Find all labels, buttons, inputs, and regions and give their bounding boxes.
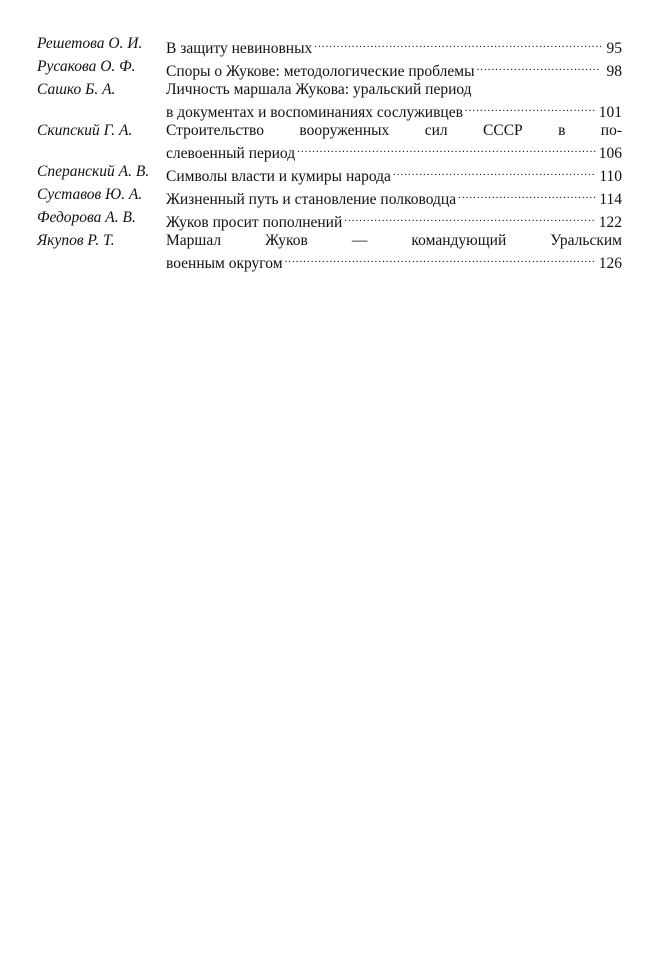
toc-author: Решетова О. И. [37,35,143,52]
toc-title-text: слевоенный период [166,145,296,162]
toc-page-number: 98 [606,63,622,80]
toc-title-text: В защиту невиновных [166,40,313,57]
toc-entry [37,186,622,209]
table-of-contents [37,35,622,273]
toc-author: Сперанский А. В. [37,163,150,180]
toc-title-text: в документах и воспоминаниях сослуживцев [166,104,463,121]
toc-title [166,122,622,163]
toc-author: Якупов Р. Т. [37,232,115,249]
toc-title-text: военным округом [166,255,283,272]
toc-title [166,186,622,209]
toc-title [166,209,622,232]
dot-leader [314,35,601,53]
toc-entry [37,209,622,232]
toc-title-text: Жуков просит пополнений [166,214,343,231]
toc-title-text: Жизненный путь и становление полководца [166,191,457,208]
dot-leader [393,163,596,181]
toc-title-last-line [166,140,622,163]
dot-leader [285,250,596,268]
toc-title-line: Маршал Жуков — командующий Уральским [166,232,622,249]
toc-title-text: Споры о Жукове: методологические проблемы [166,63,475,80]
dot-leader [458,186,596,204]
toc-title [166,163,622,186]
toc-title-text: Символы власти и кумиры народа [166,168,391,185]
dot-leader [465,99,596,117]
toc-title-last-line [166,186,622,209]
dot-leader [477,58,602,76]
toc-title-last-line [166,209,622,232]
toc-title [166,232,622,273]
toc-page-number: 126 [598,255,622,272]
toc-page-number: 106 [598,145,622,162]
toc-title-last-line [166,99,622,122]
toc-author: Русакова О. Ф. [37,58,136,75]
toc-page-number: 122 [598,214,622,231]
toc-page-number: 95 [606,40,622,57]
toc-title-last-line [166,35,622,58]
toc-author: Федорова А. В. [37,209,136,226]
toc-title-last-line [166,250,622,273]
toc-title [166,58,622,81]
toc-entry [37,81,622,122]
toc-page-number: 101 [598,104,622,121]
toc-title [166,35,622,58]
toc-entry [37,35,622,58]
toc-author: Скипский Г. А. [37,122,133,139]
toc-author: Сашко Б. А. [37,81,116,98]
dot-leader [344,209,595,227]
toc-title-last-line [166,163,622,186]
toc-entry [37,58,622,81]
toc-title [166,81,622,122]
toc-title-line: Личность маршала Жукова: уральский период [166,81,472,98]
toc-page-number: 110 [599,168,622,185]
toc-author: Суставов Ю. А. [37,186,143,203]
toc-entry [37,232,622,273]
dot-leader [297,140,596,158]
toc-title-line: Строительство вооруженных сил СССР в по- [166,122,622,139]
toc-entry [37,163,622,186]
toc-title-last-line [166,58,622,81]
toc-page-number: 114 [599,191,622,208]
toc-entry [37,122,622,163]
